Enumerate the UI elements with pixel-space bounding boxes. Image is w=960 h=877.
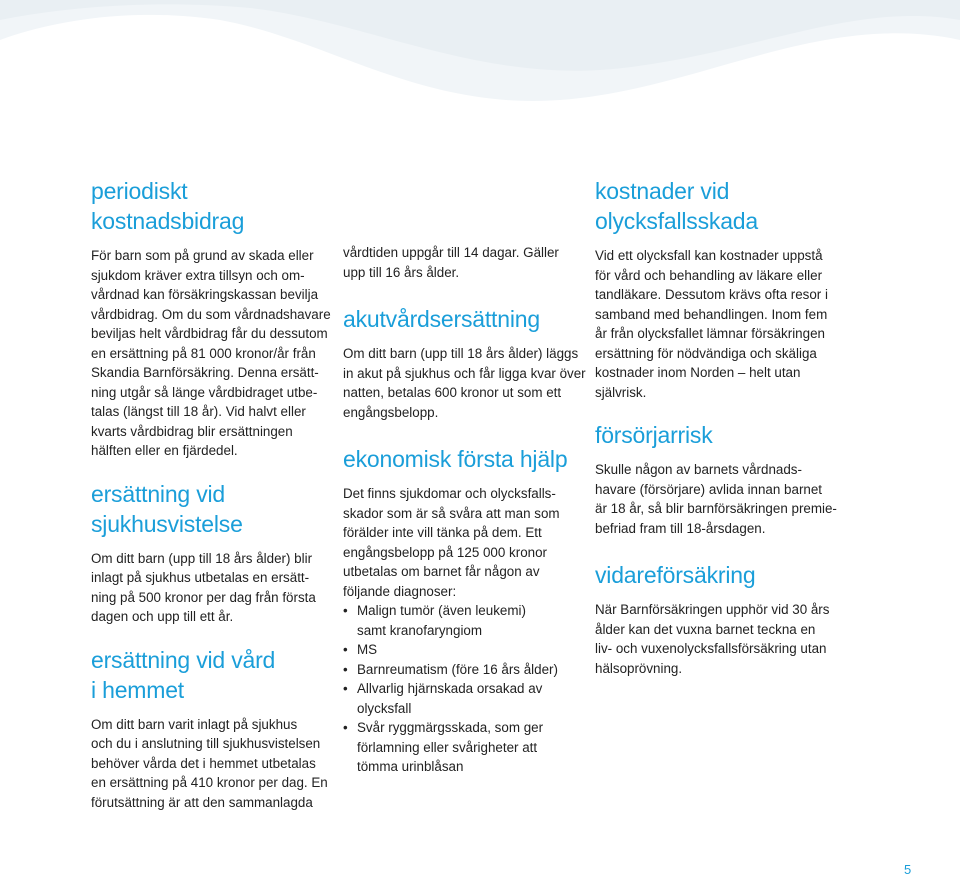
paragraph-kostnader-vid-olycksfallsskada: Vid ett olycksfall kan kostnader uppstå för vård och behandling av läkare eller tandläkare. Dessutom krävs ofta resor i samband med behandlingen. Inom fem år från olycksfallet lämnar försäkringen ersättning för nödvändiga och skäliga kostnader inom Norden – helt utan självrisk. [595,248,828,400]
paragraph-forsorjarrisk: Skulle någon av barnets vårdnads- havare (försörjare) avlida innan barnet är 18 år, så blir barnförsäkringen premie- befriad fram till 18-årsdagen. [595,462,837,536]
heading-forsorjarrisk: försörjarrisk [595,422,713,448]
paragraph-ersattning-vid-sjukhusvistelse: Om ditt barn (upp till 18 års ålder) blir inlagt på sjukhus utbetalas en ersätt- ning på 500 kronor per dag från första dagen och upp till ett år. [91,550,316,624]
list-item: • Barnreumatism (före 16 års ålder) [343,660,583,680]
heading-vidareforsakring: vidareförsäkring [595,562,756,588]
diagnosis-list [343,601,583,777]
list-item: • MS [343,640,583,660]
paragraph-vidareforsakring: När Barnförsäkringen upphör vid 30 års ålder kan det vuxna barnet teckna en liv- och vuxenolycksfallsförsäkring utan hälsoprövning. [595,602,830,676]
paragraph-ersattning-vid-vard-i-hemmet: Om ditt barn varit inlagt på sjukhus och du i anslutning till sjukhusvistelsen behöver vårda det i hemmet utbetalas en ersättning på 410 kronor per dag. En förutsättning är att den sammanlagda [91,716,328,810]
bullet-icon: • [343,642,348,657]
bullet-icon: • [343,720,348,735]
heading-kostnader-vid-olycksfallsskada: kostnader vid olycksfallsskada [595,178,758,234]
heading-periodiskt-kostnadsbidrag: periodiskt kostnadsbidrag [91,178,245,234]
column-right [595,176,835,696]
paragraph-periodiskt-kostnadsbidrag: För barn som på grund av skada eller sjukdom kräver extra tillsyn och om- vårdnad kan försäkringskassan bevilja vårdbidrag. Om du som vårdnadshavare beviljas helt vårdbidrag får du dessutom en ersättning på 81 000 kronor/år från Skandia Barnförsäkring. Denna ersätt- ning utgår så länge vårdbidraget utbe- talas (längst till 18 år). Vid halvt eller kvarts vårdbidrag blir ersättningen hälften eller en fjärdedel. [91,248,331,458]
background-wave-decoration [0,0,960,170]
heading-akutvardsersattning: akutvårdsersättning [343,306,540,332]
list-item: • Malign tumör (även leukemi) samt kranofaryngiom [343,603,526,638]
bullet-icon: • [343,681,348,696]
heading-ekonomisk-forsta-hjalp: ekonomisk första hjälp [343,446,568,472]
column-left [91,176,331,830]
paragraph-continuation: vårdtiden uppgår till 14 dagar. Gäller upp till 16 års ålder. [343,245,559,280]
heading-ersattning-vid-sjukhusvistelse: ersättning vid sjukhusvistelse [91,480,243,537]
page-number: 5 [904,862,912,877]
paragraph-akutvardsersattning: Om ditt barn (upp till 18 års ålder) läggs in akut på sjukhus och får ligga kvar över natten, betalas 600 kronor ut som ett engångsbelopp. [343,346,586,420]
paragraph-ekonomisk-forsta-hjalp: Det finns sjukdomar och olycksfalls- skador som är så svåra att man som förälder inte vill tänka på dem. Ett engångsbelopp på 125 000 kronor utbetalas om barnet får någon av följande diagnoser: [343,486,560,599]
bullet-icon: • [343,603,348,618]
column-middle [343,243,586,777]
heading-ersattning-vid-vard-i-hemmet: ersättning vid vård i hemmet [91,646,276,703]
bullet-icon: • [343,661,348,677]
list-item: • Svår ryggmärgsskada, som ger förlamning eller svårigheter att tömma urinblåsan [343,720,544,774]
list-item: • Allvarlig hjärnskada orsakad av olycksfall [343,681,543,716]
